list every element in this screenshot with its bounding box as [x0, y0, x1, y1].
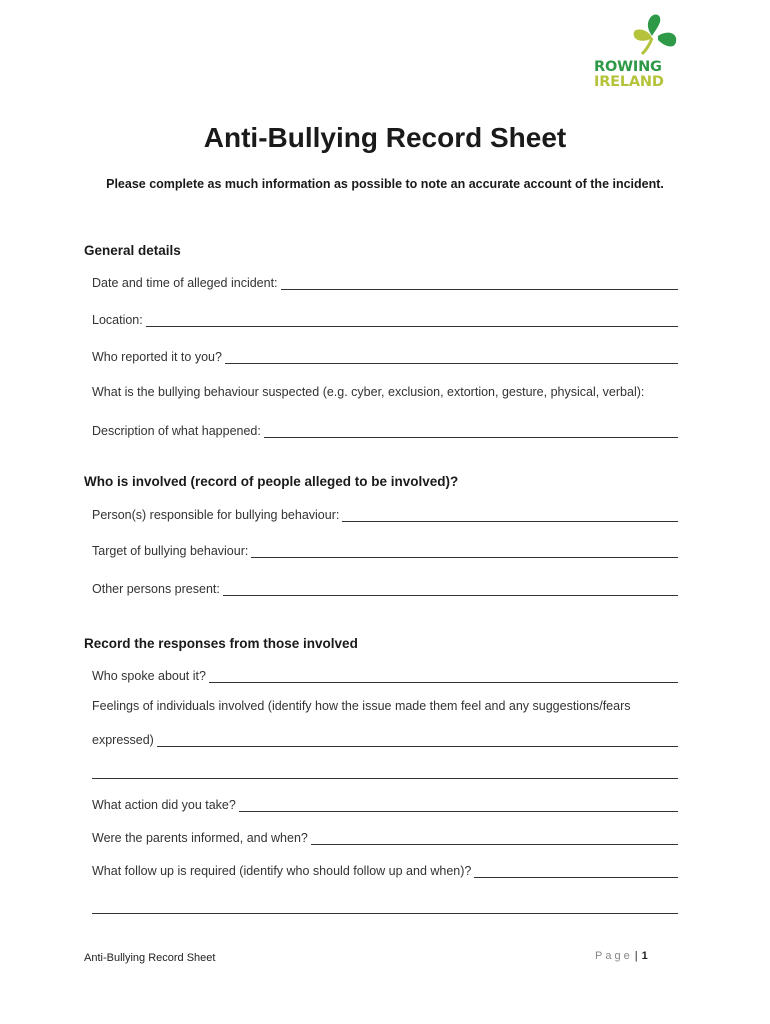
follow-up-blank[interactable]: [474, 865, 678, 878]
location-label: Location:: [92, 313, 143, 327]
section-responses-heading: Record the responses from those involved: [84, 636, 358, 651]
action-taken-blank[interactable]: [239, 799, 678, 812]
responsible-field[interactable]: [92, 506, 678, 522]
location-blank[interactable]: [146, 314, 678, 327]
page-number: 1: [641, 950, 648, 962]
description-label: Description of what happened:: [92, 424, 261, 438]
date-time-label: Date and time of alleged incident:: [92, 276, 278, 290]
who-spoke-label: Who spoke about it?: [92, 669, 206, 683]
reported-by-label: Who reported it to you?: [92, 350, 222, 364]
others-present-blank[interactable]: [223, 583, 678, 596]
logo-line-rowing: ROWING: [594, 59, 662, 75]
others-present-label: Other persons present:: [92, 582, 220, 596]
location-field[interactable]: [92, 311, 678, 327]
follow-up-label: What follow up is required (identify who should follow up and when)?: [92, 864, 472, 878]
reported-by-field[interactable]: [92, 348, 678, 364]
extra-blank[interactable]: [92, 766, 678, 779]
page-title: Anti-Bullying Record Sheet: [203, 122, 567, 153]
parents-informed-label: Were the parents informed, and when?: [92, 831, 308, 845]
expressed-label: expressed): [92, 733, 154, 747]
target-label: Target of bullying behaviour:: [92, 544, 249, 558]
extra-blank-line[interactable]: [92, 763, 678, 779]
expressed-field[interactable]: [92, 731, 678, 747]
description-blank[interactable]: [264, 425, 678, 438]
follow-up-field[interactable]: [92, 862, 678, 878]
final-blank-line[interactable]: [92, 898, 678, 914]
logo-line-ireland: IRELAND: [594, 74, 664, 90]
who-spoke-field[interactable]: [92, 667, 678, 683]
footer-document-title: Anti-Bullying Record Sheet: [84, 952, 216, 964]
reported-by-blank[interactable]: [225, 351, 678, 364]
section-involved-heading: Who is involved (record of people alleged to be involved)?: [84, 474, 459, 489]
behaviour-label: What is the bullying behaviour suspected (e.g. cyber, exclusion, extortion, gesture, physical, verbal):: [92, 385, 645, 399]
expressed-blank[interactable]: [157, 734, 678, 747]
feelings-label: Feelings of individuals involved (identify how the issue made them feel and any suggestions/fears: [92, 699, 631, 713]
shamrock-icon: [628, 12, 688, 60]
parents-informed-field[interactable]: [92, 829, 678, 845]
responsible-blank[interactable]: [342, 509, 678, 522]
description-field[interactable]: [92, 422, 678, 438]
date-time-field[interactable]: [92, 274, 678, 290]
date-time-blank[interactable]: [281, 277, 678, 290]
target-field[interactable]: [92, 542, 678, 558]
others-present-field[interactable]: [92, 580, 678, 596]
page-separator: |: [634, 950, 638, 962]
final-blank[interactable]: [92, 901, 678, 914]
page-subtitle: Please complete as much information as possible to note an accurate account of the incident.: [106, 177, 664, 191]
footer-page-indicator: [595, 950, 648, 962]
section-general-heading: General details: [84, 243, 181, 258]
who-spoke-blank[interactable]: [209, 670, 678, 683]
parents-informed-blank[interactable]: [311, 832, 678, 845]
action-taken-label: What action did you take?: [92, 798, 236, 812]
rowing-ireland-logo: [590, 12, 690, 92]
page-label: Page: [595, 950, 633, 962]
responsible-label: Person(s) responsible for bullying behaviour:: [92, 508, 340, 522]
target-blank[interactable]: [251, 545, 678, 558]
action-taken-field[interactable]: [92, 796, 678, 812]
